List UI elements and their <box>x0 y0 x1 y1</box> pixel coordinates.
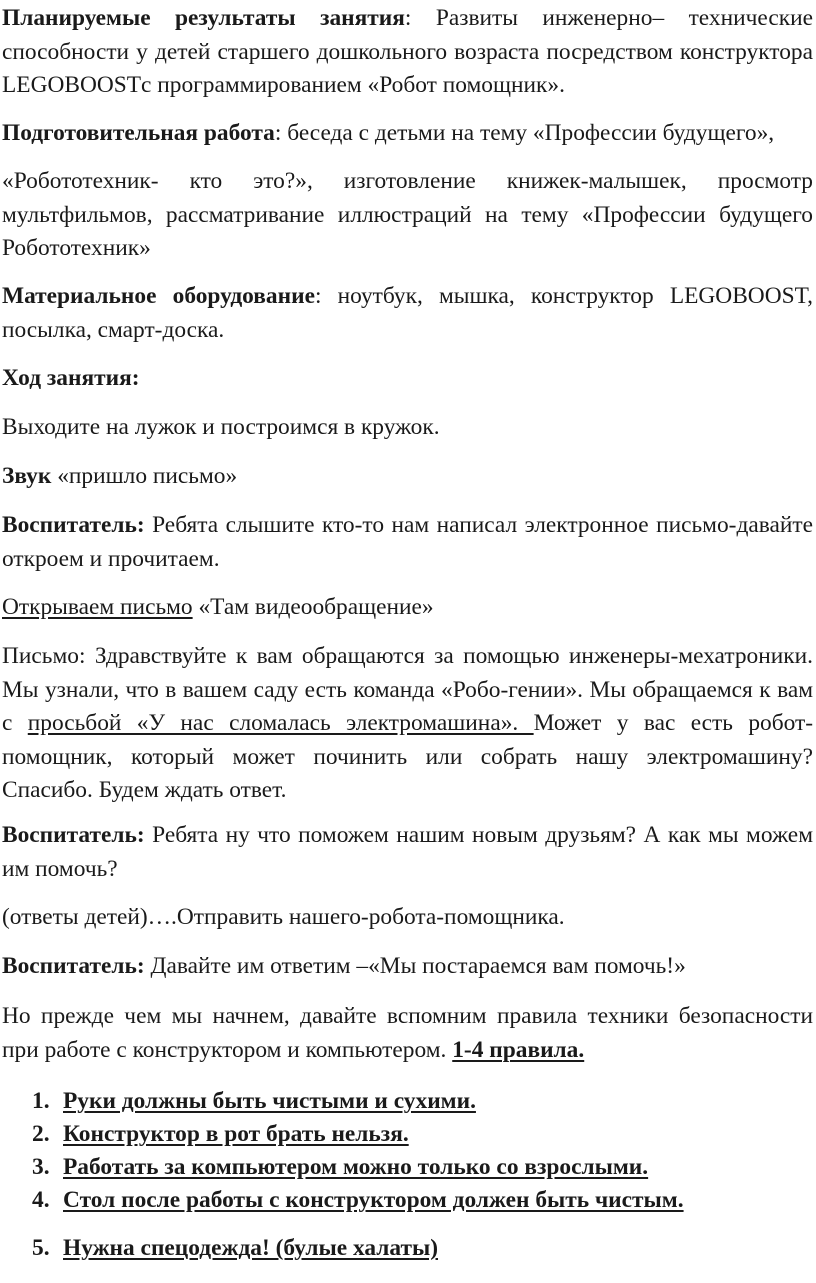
equipment-text: : ноутбук, мышка, конструктор LEGOBOOST, посылка, смарт-доска. <box>2 283 813 343</box>
teacher-label-3: Воспитатель: <box>2 953 145 979</box>
list-item-number: 4. <box>32 1187 50 1213</box>
preparatory-work-text: : беседа с детьми на тему «Профессии будущего», <box>274 120 775 146</box>
list-item-number: 3. <box>32 1154 50 1180</box>
lesson-progress-label: Ход занятия: <box>2 365 140 391</box>
sound-paragraph <box>2 460 813 494</box>
list-item-text: Конструктор в рот брать нельзя. <box>63 1121 409 1147</box>
teacher-label-1: Воспитатель: <box>2 512 145 538</box>
equipment-paragraph <box>2 280 813 347</box>
planned-results-text: : Развиты инженерно– технические способности у детей старшего дошкольного возраста посредством конструктора LEGOBOOSTс программированием «Робот помощник». <box>2 5 813 98</box>
teacher-text-2: Ребята ну что поможем нашим новым друзьям? А как мы можем им помочь? <box>2 822 813 882</box>
letter-request-underlined: просьбой «У нас сломалась электромашина». <box>27 710 534 736</box>
list-item <box>32 1184 792 1217</box>
safety-intro-paragraph <box>2 1000 813 1067</box>
teacher-paragraph-2 <box>2 819 813 886</box>
open-letter-text: «Там видеообращение» <box>192 594 434 620</box>
safety-intro-text: Но прежде чем мы начнем, давайте вспомним правила техники безопасности при работе с конструктором и компьютером. <box>2 1003 813 1063</box>
list-item-text: Стол после работы с конструктором должен быть чистым. <box>63 1187 684 1213</box>
list-item-text: Нужна спецодежда! (булые халаты) <box>63 1235 439 1261</box>
list-item <box>32 1151 792 1184</box>
list-item-number: 2. <box>32 1121 50 1147</box>
equipment-label: Материальное оборудование <box>2 283 315 309</box>
rules-reference: 1-4 правила. <box>452 1036 585 1063</box>
teacher-paragraph-1 <box>2 509 813 576</box>
list-item <box>32 1118 792 1151</box>
teacher-label-2: Воспитатель: <box>2 822 145 848</box>
lesson-progress-heading <box>2 362 813 396</box>
children-answers-text: (ответы детей)….Отправить нашего-робота-помощника. <box>2 904 565 930</box>
preparatory-work-paragraph <box>2 117 813 151</box>
open-letter-link: Открываем письмо <box>2 594 193 620</box>
sound-label: Звук <box>2 463 52 489</box>
list-item-number: 1. <box>32 1088 50 1114</box>
gathering-text: Выходите на лужок и построимся в кружок. <box>2 414 440 440</box>
list-item-text: Работать за компьютером можно только со взрослыми. <box>63 1154 649 1180</box>
open-letter-paragraph <box>2 591 813 625</box>
list-item-number: 5. <box>32 1235 50 1261</box>
planned-results-label: Планируемые результаты занятия <box>2 5 405 31</box>
preparatory-work-label: Подготовительная работа <box>2 120 275 146</box>
teacher-paragraph-3 <box>2 950 813 984</box>
list-item-text: Руки должны быть чистыми и сухими. <box>63 1088 476 1114</box>
activities-paragraph <box>2 165 813 266</box>
gathering-paragraph <box>2 411 813 445</box>
children-answers-paragraph <box>2 901 813 935</box>
sound-text: «пришло письмо» <box>51 463 238 489</box>
teacher-text-1: Ребята слышите кто-то нам написал электронное письмо-давайте откроем и прочитаем. <box>2 512 813 572</box>
activities-text: «Робототехник- кто это?», изготовление книжек-малышек, просмотр мультфильмов, рассматривание иллюстраций на тему «Профессии будущего Робототехник» <box>2 168 813 261</box>
teacher-text-3: Давайте им ответим –«Мы постараемся вам помочь!» <box>144 953 686 979</box>
list-item <box>32 1085 792 1118</box>
planned-results-paragraph <box>2 2 813 103</box>
letter-text-a: Письмо: Здравствуйте к вам обращаются за помощью инженеры-мехатроники. Мы узнали, что в вашем саду есть команда «Робо-гении». Мы обращаемся к вам с <box>2 643 813 736</box>
letter-text-b: Может у вас есть робот-помощник, который может починить или собрать нашу электромашину? Спасибо. Будем ждать ответ. <box>2 710 814 803</box>
list-item <box>32 1232 792 1265</box>
letter-paragraph <box>2 640 813 808</box>
